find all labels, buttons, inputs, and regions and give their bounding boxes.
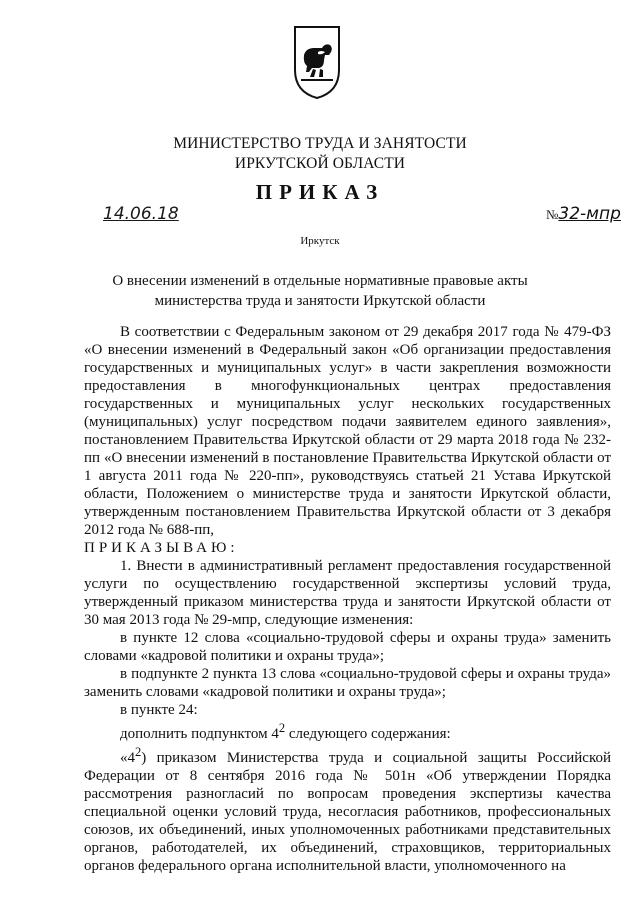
order-title: ПРИКАЗ — [255, 180, 385, 204]
sub-item-paragraph-24: в пункте 24: — [120, 702, 198, 718]
supplement-tail: следующего содержания: — [285, 726, 451, 742]
order-date: 14.06.18 — [103, 204, 179, 224]
supplement-superscript: 2 — [278, 721, 286, 735]
order-number — [546, 204, 621, 224]
prikazyvayu-heading: ПРИКАЗЫВАЮ: — [84, 540, 239, 556]
sub-item-paragraph-13: в подпункте 2 пункта 13 слова «социально-трудовой сферы и охраны труда» заменить словами «кадровой политики и охраны труда»; — [84, 666, 611, 700]
body-text — [84, 323, 611, 875]
quote-text: ) приказом Министерства труда и социальной защиты Российской Федерации от 8 сентября 2016 года № 501н «Об утверждении Порядка рассмотрения разногласий по вопросам проведения экспертизы качества специальной оценки условий труда, несогласия работников, профессиональных союзов, их объединений, иных уполномоченных работниками представительных органов, работодателей, их объединений, страховщиков, территориальных органов федерального органа исполнительной власти, уполномоченного на — [84, 750, 611, 874]
city-name: Иркутск — [300, 235, 340, 247]
quote-open: «4 — [120, 750, 135, 766]
order-number-value: 32-мпр — [558, 204, 621, 224]
item1-paragraph: 1. Внести в административный регламент предоставления государственной услуги по осуществлению государственной экспертизы условий труда, утвержденный приказом министерства труда и занятости Иркутской области от 30 мая 2013 года № 29-мпр, следующие изменения: — [84, 558, 611, 628]
quote-superscript: 2 — [135, 745, 142, 759]
supplement-text: дополнить подпунктом 4 — [120, 726, 279, 742]
ministry-name-line2: ИРКУТСКОЙ ОБЛАСТИ — [234, 155, 406, 172]
supplement-paragraph — [84, 719, 611, 743]
quoted-paragraph — [84, 743, 611, 875]
subject-line2: министерства труда и занятости Иркутской области — [154, 293, 486, 309]
preamble-paragraph: В соответствии с Федеральным законом от 29 декабря 2017 года № 479-ФЗ «О внесении изменений в Федеральный закон «Об организации предоставления государственных и муниципальных услуг» в части закрепления возможности предоставления в многофункциональных центрах предоставления государственных и муниципальных услуг нескольких государственных (муниципальных) услуг посредством подачи заявителем единого заявления», постановлением Правительства Иркутской области от 29 марта 2018 года № 232-пп «О внесении изменений в постановление Правительства Иркутской области от 1 августа 2011 года № 220-пп», руководствуясь статьей 21 Устава Иркутской области, Положением о министерстве труда и занятости Иркутской области, утвержденным постановлением Правительства Иркутской области от 3 декабря 2012 года № 688-пп, — [84, 324, 611, 538]
ministry-name-line1: МИНИСТЕРСТВО ТРУДА И ЗАНЯТОСТИ — [173, 135, 467, 152]
sub-item-paragraph-12: в пункте 12 слова «социально-трудовой сферы и охраны труда» заменить словами «кадровой политики и охраны труда»; — [84, 630, 611, 664]
subject-line1: О внесении изменений в отдельные нормативные правовые акты — [112, 273, 528, 289]
irkutsk-coat-of-arms-icon — [292, 24, 342, 100]
order-number-prefix: № — [546, 207, 559, 222]
